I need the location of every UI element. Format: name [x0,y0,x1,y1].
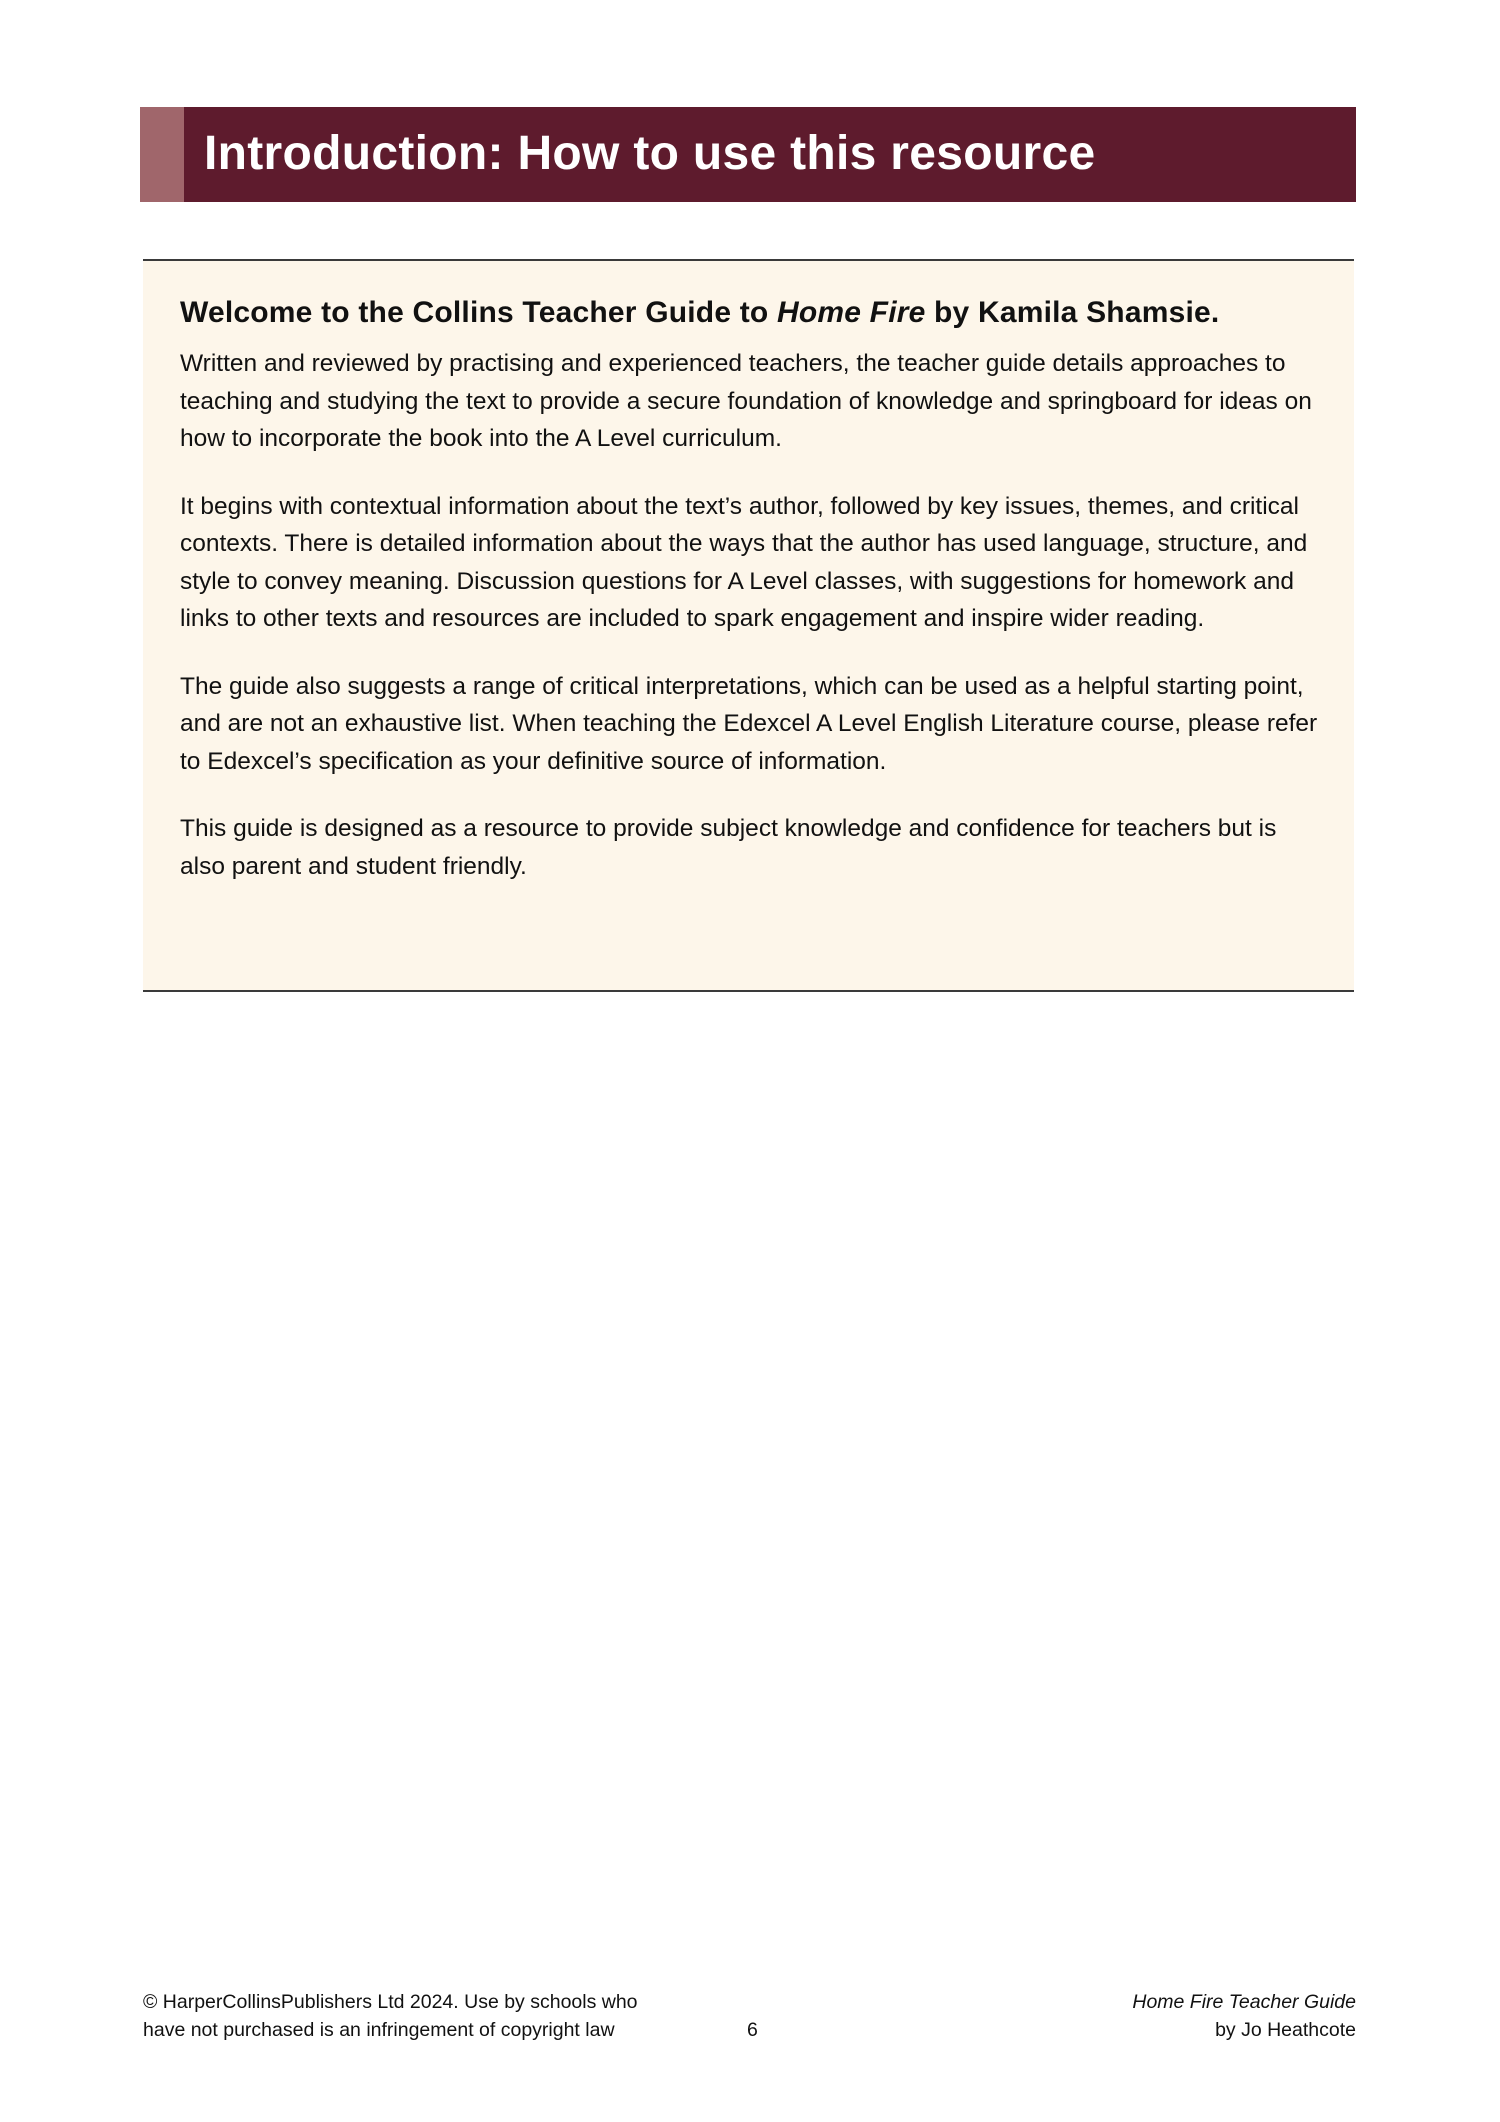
intro-heading [180,291,1318,335]
page-number: 6 [747,2019,758,2041]
section-title-bar [140,107,1356,202]
intro-paragraph-4: This guide is designed as a resource to provide subject knowledge and confidence for teachers but is also parent and student friendly. [180,815,1277,880]
intro-box [143,259,1354,992]
book-title: Home Fire [776,296,926,329]
copyright-notice [143,1988,743,2044]
copyright-line-1: © HarperCollinsPublishers Ltd 2024. Use by schools who [143,1991,638,2013]
intro-paragraph-2: It begins with contextual information about the text’s author, followed by key issues, themes, and critical contexts. There is detailed information about the ways that the author has used language, structure, and style to convey meaning. Discussion questions for A Level classes, with suggestions for homework and links to other texts and resources are included to spark engagement and inspire wider reading. [180,492,1308,632]
title-accent-strip [140,107,184,202]
copyright-line-2: have not purchased is an infringement of copyright law [143,2019,615,2041]
guide-title: Home Fire Teacher Guide [1132,1991,1356,2013]
intro-paragraph-1: Written and reviewed by practising and experienced teachers, the teacher guide details approaches to teaching and studying the text to provide a secure foundation of knowledge and springboard for ideas on how to incorporate the book into the A Level curriculum. [180,350,1312,452]
intro-heading-prefix: Welcome to the Collins Teacher Guide to [180,296,777,329]
page-title: Introduction: How to use this resource [204,127,1096,180]
intro-heading-suffix: by Kamila Shamsie. [925,296,1220,329]
guide-author: by Jo Heathcote [1215,2019,1356,2041]
intro-paragraph-3: The guide also suggests a range of critical interpretations, which can be used as a helpful starting point, and are not an exhaustive list. When teaching the Edexcel A Level English Literature course, please refer to Edexcel’s specification as your definitive source of information. [180,672,1318,775]
guide-info [1132,1988,1356,2044]
page-footer [143,1988,1356,2048]
